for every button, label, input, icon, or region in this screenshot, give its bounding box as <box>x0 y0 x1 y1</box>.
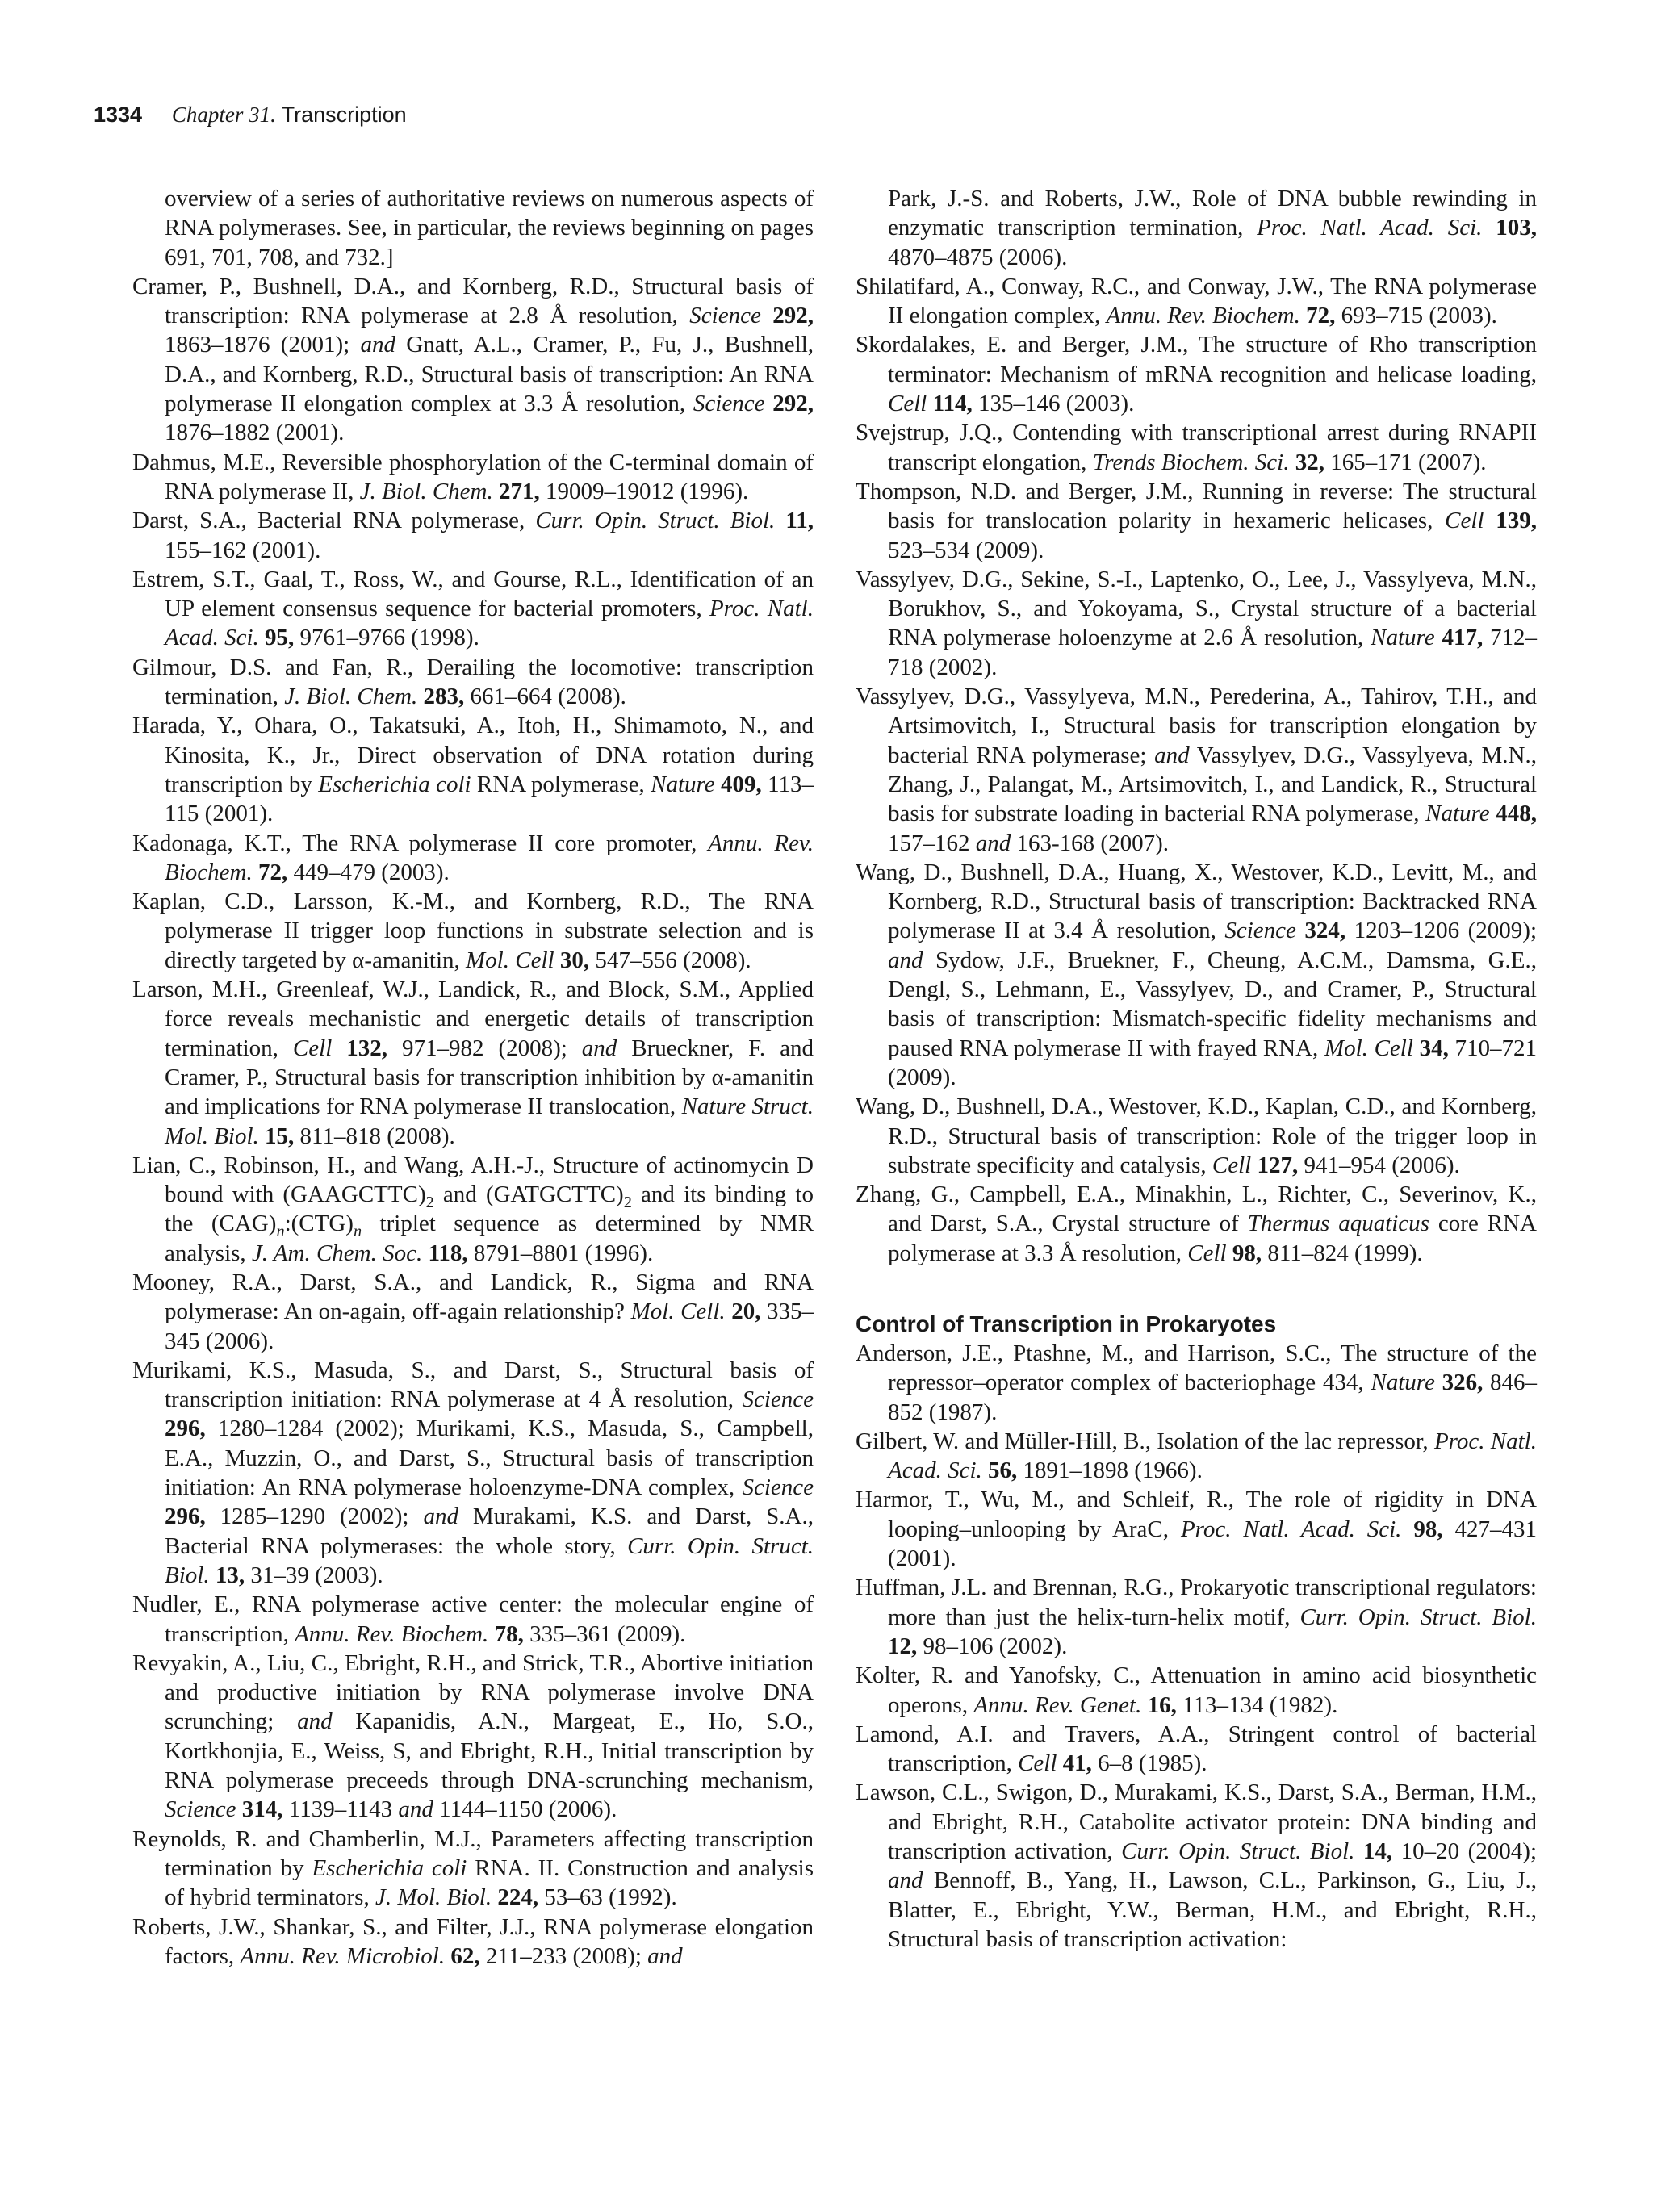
reference-text: Mol. Cell <box>466 947 554 973</box>
reference-text: 56, <box>988 1457 1018 1484</box>
reference-text: J. Biol. Chem. <box>359 478 493 504</box>
reference-text: Huffman, J.L. and Brennan, R.G., Prokaryotic transcriptional regulators: more than just the helix-turn-helix motif, <box>856 1574 1537 1630</box>
reference-entry <box>856 330 1537 418</box>
reference-text: 712–718 (2002). <box>888 625 1538 680</box>
reference-entry <box>132 1356 814 1590</box>
reference-text: Nature <box>1371 625 1435 651</box>
reference-entry <box>856 1573 1537 1661</box>
reference-text: 1863–1876 (2001); <box>165 332 361 358</box>
reference-text: 118, <box>428 1240 468 1266</box>
reference-text: Cell <box>1445 508 1484 534</box>
reference-text <box>417 684 423 709</box>
reference-entry <box>132 565 814 653</box>
reference-text: Park, J.-S. and Roberts, J.W., Role of DNA bubble rewinding in enzymatic transcription termination, <box>888 186 1537 241</box>
reference-entry <box>856 1661 1537 1720</box>
reference-text: J. Am. Chem. Soc. <box>251 1240 423 1266</box>
reference-text: and its binding to the (CAG) <box>165 1181 814 1237</box>
reference-text: Thompson, N.D. and Berger, J.M., Running in reverse: The structural basis for translocation polarity in hexameric helicases, <box>856 478 1537 534</box>
reference-text <box>1482 215 1496 240</box>
reference-text: and <box>888 1867 923 1894</box>
reference-text: Larson, M.H., Greenleaf, W.J., Landick, R., and Block, S.M., Applied force reveals mechanistic and energetic details of transcription termination, <box>132 976 814 1061</box>
reference-text: 13, <box>215 1562 245 1588</box>
reference-entry <box>856 477 1537 565</box>
reference-text: Curr. Opin. Struct. Biol. <box>1121 1838 1355 1865</box>
reference-text: 4870–4875 (2006). <box>888 244 1068 270</box>
reference-text: 523–534 (2009). <box>888 537 1044 563</box>
reference-text: Cell <box>1187 1240 1227 1266</box>
reference-text: 11, <box>785 508 814 534</box>
reference-text: 34, <box>1419 1035 1449 1061</box>
reference-text: 32, <box>1295 449 1324 475</box>
reference-entry <box>132 1649 814 1825</box>
reference-text: Nature <box>1425 801 1490 827</box>
reference-text: 2 <box>425 1193 434 1211</box>
reference-text: 296, <box>165 1415 206 1442</box>
reference-entry <box>132 711 814 828</box>
reference-text: Kapanidis, A.N., Margeat, E., Ho, S.O., Kortkhonjia, E., Weiss, S, and Ebright, R.H., Initial transcription by RNA polymerase preceeds through DNA-scrunching mechanism, <box>165 1708 814 1794</box>
reference-entry <box>856 1485 1537 1573</box>
reference-text: Annu. Rev. Genet. <box>973 1691 1142 1718</box>
reference-text: Wang, D., Bushnell, D.A., Westover, K.D., Kaplan, C.D., and Kornberg, R.D., Structural basis of transcription: Role of the trigger loop in substrate specificity and catalysis, <box>856 1093 1537 1178</box>
reference-text: 95, <box>265 625 295 651</box>
reference-text: Nudler, E., RNA polymerase active center: the molecular engine of transcription, <box>132 1591 814 1647</box>
reference-text: and <box>423 1503 458 1530</box>
reference-text: 103, <box>1496 215 1538 241</box>
reference-text: 30, <box>559 947 590 973</box>
reference-text: Mooney, R.A., Darst, S.A., and Landick, R., Sigma and RNA polymerase: An on-again, off-again relationship? <box>132 1269 814 1325</box>
reference-text: Skordalakes, E. and Berger, J.M., The structure of Rho transcription terminator: Mechanism of mRNA recognition and helicase loading, <box>856 332 1537 387</box>
reference-text: 98, <box>1232 1240 1262 1266</box>
reference-text: 326, <box>1442 1369 1484 1396</box>
reference-text <box>1354 1838 1363 1864</box>
reference-text <box>1413 1035 1420 1061</box>
reference-entry <box>856 1339 1537 1427</box>
reference-text: 971–982 (2008); <box>387 1035 582 1061</box>
reference-text: Thermus aquaticus <box>1247 1211 1429 1237</box>
reference-text <box>715 771 721 797</box>
reference-entry <box>856 418 1537 477</box>
reference-text <box>1300 303 1306 328</box>
reference-entry <box>856 565 1537 682</box>
reference-text: Harmor, T., Wu, M., and Schleif, R., The role of rigidity in DNA looping–unlooping by AraC, <box>856 1487 1537 1542</box>
reference-text: 811–824 (1999). <box>1262 1240 1423 1266</box>
reference-text: Proc. Natl. Acad. Sci. <box>1180 1516 1402 1542</box>
reference-text: 157–162 <box>888 830 976 856</box>
reference-text: 224, <box>497 1884 539 1911</box>
reference-text: J. Biol. Chem. <box>284 684 418 710</box>
reference-text: Kolter, R. and Yanofsky, C., Attenuation in amino acid biosynthetic operons, <box>856 1662 1537 1718</box>
reference-text <box>927 391 932 416</box>
reference-text: Nature <box>651 771 715 797</box>
reference-text <box>332 1035 346 1061</box>
reference-text: Reynolds, R. and Chamberlin, M.J., Parameters affecting transcription termination by <box>132 1825 814 1881</box>
reference-text: Science <box>689 303 761 329</box>
reference-text: Proc. Natl. Acad. Sci. <box>165 596 814 651</box>
reference-entry <box>132 184 814 272</box>
reference-text: 335–361 (2009). <box>523 1620 686 1647</box>
reference-text: 335–345 (2006). <box>165 1298 814 1354</box>
reference-text: 72, <box>1306 303 1336 329</box>
reference-text: 292, <box>772 303 814 329</box>
reference-entry <box>132 1268 814 1356</box>
reference-text: 98, <box>1413 1516 1443 1542</box>
reference-text: Vassylyev, D.G., Vassylyeva, M.N., Zhang, J., Palangat, M., Artsimovitch, I., and Landick, R., Structural basis for substrate loading in bacterial RNA polymerase, <box>888 742 1537 827</box>
reference-text: Svejstrup, J.Q., Contending with transcriptional arrest during RNAPII transcript elongation, <box>856 420 1537 475</box>
reference-text: Escherichia coli <box>312 1854 467 1881</box>
reference-text: Curr. Opin. Struct. Biol. <box>1299 1604 1537 1630</box>
reference-text: core RNA polymerase at 3.3 Å resolution, <box>888 1211 1537 1266</box>
reference-text: Cell <box>1212 1152 1252 1178</box>
reference-text: and <box>647 1942 683 1969</box>
reference-text: and <box>297 1708 333 1735</box>
chapter-label: Chapter 31. <box>171 102 276 127</box>
reference-entry <box>132 506 814 565</box>
reference-text <box>1057 1750 1062 1776</box>
reference-text: 1203–1206 (2009); <box>1345 918 1538 944</box>
reference-text: Science <box>1224 918 1296 944</box>
reference-entry <box>856 1720 1537 1779</box>
reference-text: 409, <box>720 771 762 797</box>
reference-text: 1891–1898 (1966). <box>1017 1457 1203 1484</box>
reference-entry <box>132 272 814 448</box>
reference-text: 132, <box>346 1035 387 1061</box>
reference-entry <box>856 1778 1537 1954</box>
reference-text: Kadonaga, K.T., The RNA polymerase II core promoter, <box>132 830 709 856</box>
reference-text: 314, <box>241 1796 283 1823</box>
reference-text: 72, <box>257 859 288 885</box>
reference-text <box>764 391 772 416</box>
reference-entry <box>856 272 1537 331</box>
reference-text: Gilmour, D.S. and Fan, R., Derailing the locomotive: transcription termination, <box>132 654 814 710</box>
section-reference-list <box>856 1339 1537 1954</box>
reference-text: 1280–1284 (2002); Murikami, K.S., Masuda, S., Campbell, E.A., Muzzin, O., and Darst, S., Structural basis of transcription initiation: An RNA polymerase holoenzyme-DNA complex, <box>165 1415 814 1501</box>
reference-text <box>1435 1369 1442 1395</box>
reference-text: 41, <box>1062 1750 1092 1777</box>
reference-text: 53–63 (1992). <box>538 1884 677 1911</box>
reference-text: 547–556 (2008). <box>589 947 751 973</box>
reference-text: Gnatt, A.L., Cramer, P., Fu, J., Bushnell, D.A., and Kornberg, R.D., Structural basis of transcription: An RNA polymerase II elongation complex at 3.3 Å resolution, <box>165 332 814 417</box>
reference-entry <box>132 653 814 712</box>
reference-entry <box>132 1913 814 1972</box>
reference-text: Proc. Natl. Acad. Sci. <box>1257 215 1483 241</box>
reference-text: Lawson, C.L., Swigon, D., Murakami, K.S., Darst, S.A., Berman, H.M., and Ebright, R.H., Catabolite activator protein: DNA binding and transcription activation, <box>856 1779 1537 1865</box>
reference-text: Zhang, G., Campbell, E.A., Minakhin, L., Richter, C., Severinov, K., and Darst, S.A., Crystal structure of <box>856 1181 1537 1237</box>
reference-text <box>210 1562 216 1588</box>
reference-text: J. Mol. Biol. <box>375 1884 492 1911</box>
reference-text: 449–479 (2003). <box>287 859 450 885</box>
reference-text: Mol. Cell <box>1324 1035 1413 1061</box>
reference-text: Cell <box>888 391 927 417</box>
reference-entry <box>132 887 814 975</box>
reference-text: RNA polymerase, <box>471 771 651 797</box>
reference-entry <box>856 1092 1537 1180</box>
reference-text: Bennoff, B., Yang, H., Lawson, C.L., Parkinson, G., Liu, J., Blatter, E., Ebright, Y.W., Berman, H.M., and Ebright, R.H., Structural basis of transcription activation: <box>888 1867 1537 1952</box>
reference-text: Revyakin, A., Liu, C., Ebright, R.H., and Strick, T.R., Abortive initiation and productive initiation by RNA polymerase involve DNA scrunching; <box>132 1650 814 1735</box>
reference-text: 10–20 (2004); <box>1392 1838 1538 1865</box>
reference-text <box>1484 508 1496 533</box>
reference-text <box>259 1123 265 1149</box>
reference-entry <box>132 975 814 1151</box>
reference-text: 78, <box>494 1620 524 1647</box>
reference-text: and <box>581 1035 617 1061</box>
reference-text: 20, <box>731 1298 761 1325</box>
reference-text: 6–8 (1985). <box>1091 1750 1207 1777</box>
reference-text: Curr. Opin. Struct. Biol. <box>535 508 776 534</box>
reference-text: Cell <box>1018 1750 1057 1777</box>
reference-text: 9761–9766 (1998). <box>294 625 479 651</box>
reference-text: Anderson, J.E., Ptashne, M., and Harrison, S.C., The structure of the repressor–operator complex of bacteriophage 434, <box>856 1340 1537 1396</box>
reference-text: 324, <box>1304 918 1346 944</box>
reference-text: Science <box>742 1386 814 1413</box>
reference-text: Sydow, J.F., Bruekner, F., Cheung, A.C.M., Damsma, G.E., Dengl, S., Lehmann, E., Vassylyev, D., and Cramer, P., Structural basis of transcription: Mismatch-specific fidelity mechanisms and paused RNA polymerase II with frayed RNA, <box>888 947 1537 1061</box>
reference-text: Annu. Rev. Biochem. <box>295 1620 489 1647</box>
reference-text: Shilatifard, A., Conway, R.C., and Conway, J.W., The RNA polymerase II elongation complex, <box>856 273 1537 329</box>
reference-text: Harada, Y., Ohara, O., Takatsuki, A., Itoh, H., Shimamoto, N., and Kinosita, K., Jr., Direct observation of DNA rotation during transcription by <box>132 713 814 797</box>
reference-text <box>775 508 785 533</box>
reference-text: Curr. Opin. Struct. Biol. <box>165 1533 814 1588</box>
reference-entry <box>856 184 1537 272</box>
reference-text: :(CTG) <box>284 1211 354 1237</box>
reference-text: 211–233 (2008); <box>479 1942 648 1969</box>
reference-text: 693–715 (2003). <box>1335 303 1497 329</box>
reference-entry <box>132 1151 814 1268</box>
reference-text: Annu. Rev. Biochem. <box>1106 303 1300 329</box>
reference-text: 15, <box>265 1123 295 1149</box>
reference-text: 448, <box>1496 801 1538 827</box>
reference-text: Annu. Rev. Biochem. <box>165 830 814 885</box>
reference-text: Vassylyev, D.G., Vassylyeva, M.N., Perederina, A., Tahirov, T.H., and Artsimovitch, I., Structural basis for transcription elongation by bacterial RNA polymerase; <box>856 684 1537 768</box>
reference-text: Darst, S.A., Bacterial RNA polymerase, <box>132 508 536 534</box>
reference-text: 292, <box>772 391 814 417</box>
reference-text: Science <box>742 1474 814 1501</box>
reference-text: 31–39 (2003). <box>245 1562 383 1588</box>
reference-text: 283, <box>423 684 465 710</box>
reference-text <box>761 303 772 328</box>
chapter-title: Transcription <box>281 102 407 127</box>
reference-text: Gilbert, W. and Müller-Hill, B., Isolation of the lac repressor, <box>856 1428 1434 1454</box>
reference-text: Lian, C., Robinson, H., and Wang, A.H.-J., Structure of actinomycin D bound with (GAAGCTTC) <box>132 1152 814 1208</box>
reference-text: 127, <box>1257 1152 1299 1178</box>
right-reference-list <box>856 184 1537 1268</box>
reference-entry <box>132 448 814 507</box>
reference-text: Nature <box>1371 1369 1435 1396</box>
reference-text: 155–162 (2001). <box>165 537 321 563</box>
reference-text: 1139–1143 <box>282 1796 399 1823</box>
reference-text: 113–115 (2001). <box>165 771 814 827</box>
reference-text <box>493 479 499 504</box>
reference-text: and <box>888 947 923 973</box>
reference-text: and <box>975 830 1011 856</box>
reference-text <box>236 1796 242 1822</box>
reference-text: Nature Struct. Mol. Biol. <box>165 1093 814 1149</box>
reference-text <box>982 1457 988 1483</box>
reference-text: 710–721 (2009). <box>888 1035 1537 1090</box>
reference-text: 941–954 (2006). <box>1298 1152 1460 1178</box>
reference-text: Vassylyev, D.G., Sekine, S.-I., Laptenko, O., Lee, J., Vassylyeva, M.N., Borukhov, S., and Yokoyama, S., Crystal structure of a bacterial RNA polymerase holoenzyme at 2.6 Å resolution, <box>856 566 1537 651</box>
reference-text: 271, <box>498 478 540 504</box>
reference-text: 846–852 (1987). <box>888 1369 1538 1425</box>
reference-text: n <box>276 1223 285 1241</box>
reference-text: Murakami, K.S. and Darst, S.A., Bacterial RNA polymerases: the whole story, <box>165 1503 814 1559</box>
reference-text: Trends Biochem. Sci. <box>1092 449 1290 475</box>
reference-text <box>1141 1692 1147 1718</box>
reference-text <box>1296 918 1305 943</box>
right-column <box>856 184 1537 1954</box>
reference-text <box>1227 1240 1232 1266</box>
reference-text: 1876–1882 (2001). <box>165 420 345 446</box>
reference-text: n <box>353 1223 362 1241</box>
reference-text: and <box>360 332 395 358</box>
reference-text: 135–146 (2003). <box>972 391 1135 417</box>
reference-text <box>1401 1516 1413 1542</box>
reference-entry <box>132 1825 814 1913</box>
reference-text <box>488 1621 494 1647</box>
reference-text <box>253 859 258 885</box>
reference-text: 16, <box>1147 1691 1177 1718</box>
reference-text: 1285–1290 (2002); <box>205 1503 424 1530</box>
reference-text <box>1289 450 1295 475</box>
reference-text: Dahmus, M.E., Reversible phosphorylation of the C-terminal domain of RNA polymerase II, <box>132 449 814 504</box>
reference-entry <box>856 1180 1537 1268</box>
reference-text: 2 <box>623 1193 632 1211</box>
reference-text: and <box>398 1796 433 1823</box>
reference-text: Cell <box>292 1035 333 1061</box>
reference-text: Brueckner, F. and Cramer, P., Structural basis for transcription inhibition by α-amanitin and implications for RNA polymerase II translocation, <box>165 1035 814 1120</box>
reference-text: Roberts, J.W., Shankar, S., and Filter, J.J., RNA polymerase elongation factors, <box>132 1913 814 1969</box>
reference-entry <box>856 1427 1537 1486</box>
reference-text: and (GATGCTTC) <box>433 1181 624 1208</box>
reference-entry <box>132 829 814 888</box>
reference-text: 98–106 (2002). <box>917 1633 1068 1659</box>
reference-text: 14, <box>1362 1838 1393 1865</box>
reference-text: Wang, D., Bushnell, D.A., Huang, X., Westover, K.D., Levitt, M., and Kornberg, R.D., Structural basis of transcription: Backtracked RNA polymerase II at 3.4 Å resolution, <box>856 859 1537 944</box>
reference-entry <box>856 858 1537 1092</box>
reference-text: Annu. Rev. Microbiol. <box>240 1942 446 1969</box>
reference-text: 661–664 (2008). <box>464 684 626 710</box>
reference-text: Science <box>693 391 765 417</box>
reference-text: Murikami, K.S., Masuda, S., and Darst, S., Structural basis of transcription initiation: RNA polymerase at 4 Å resolution, <box>132 1357 814 1413</box>
reference-text: 296, <box>165 1503 206 1530</box>
reference-text <box>259 625 265 650</box>
reference-text: RNA. II. Construction and analysis of hybrid terminators, <box>165 1854 814 1911</box>
reference-text: and <box>1154 742 1190 768</box>
reference-text: 62, <box>450 1942 480 1969</box>
reference-text <box>554 947 560 973</box>
reference-text: 427–431 (2001). <box>888 1516 1538 1572</box>
left-column <box>132 184 814 1971</box>
reference-text: Mol. Cell. <box>630 1298 726 1325</box>
reference-text: Proc. Natl. Acad. Sci. <box>888 1428 1537 1484</box>
reference-text: 1144–1150 (2006). <box>433 1796 617 1823</box>
reference-text: overview of a series of authoritative reviews on numerous aspects of RNA polymerases. See, in particular, the reviews beginning on pages 691, 701, 708, and 732.] <box>165 186 814 270</box>
reference-text: 12, <box>888 1633 918 1659</box>
page-header <box>94 98 407 131</box>
reference-text: Escherichia coli <box>318 771 471 797</box>
reference-text: 113–134 (1982). <box>1176 1691 1338 1718</box>
reference-text: triplet sequence as determined by NMR analysis, <box>165 1211 814 1266</box>
reference-text: 417, <box>1442 625 1484 651</box>
reference-text: Estrem, S.T., Gaal, T., Ross, W., and Gourse, R.L., Identification of an UP element consensus sequence for bacterial promoters, <box>132 566 814 622</box>
reference-entry <box>132 1590 814 1649</box>
section-heading: Control of Transcription in Prokaryotes <box>856 1311 1277 1336</box>
reference-text: 19009–19012 (1996). <box>539 478 749 504</box>
reference-text: 114, <box>932 391 973 417</box>
reference-text: Kaplan, C.D., Larsson, K.-M., and Kornberg, R.D., The RNA polymerase II trigger loop functions in substrate selection and is directly targeted by α-amanitin, <box>132 889 814 973</box>
reference-text: Science <box>165 1796 236 1823</box>
reference-text: 139, <box>1496 508 1537 534</box>
page-number: 1334 <box>94 102 143 127</box>
reference-text: Lamond, A.I. and Travers, A.A., Stringent control of bacterial transcription, <box>856 1721 1537 1777</box>
reference-text: 811–818 (2008). <box>294 1123 455 1149</box>
left-reference-list <box>132 184 814 1971</box>
reference-text: 163-168 (2007). <box>1011 830 1169 856</box>
reference-text: 165–171 (2007). <box>1324 449 1487 475</box>
reference-text: Cramer, P., Bushnell, D.A., and Kornberg, R.D., Structural basis of transcription: RNA polymerase at 2.8 Å resolution, <box>132 273 814 329</box>
reference-text: 8791–8801 (1996). <box>467 1240 654 1266</box>
reference-entry <box>856 682 1537 858</box>
